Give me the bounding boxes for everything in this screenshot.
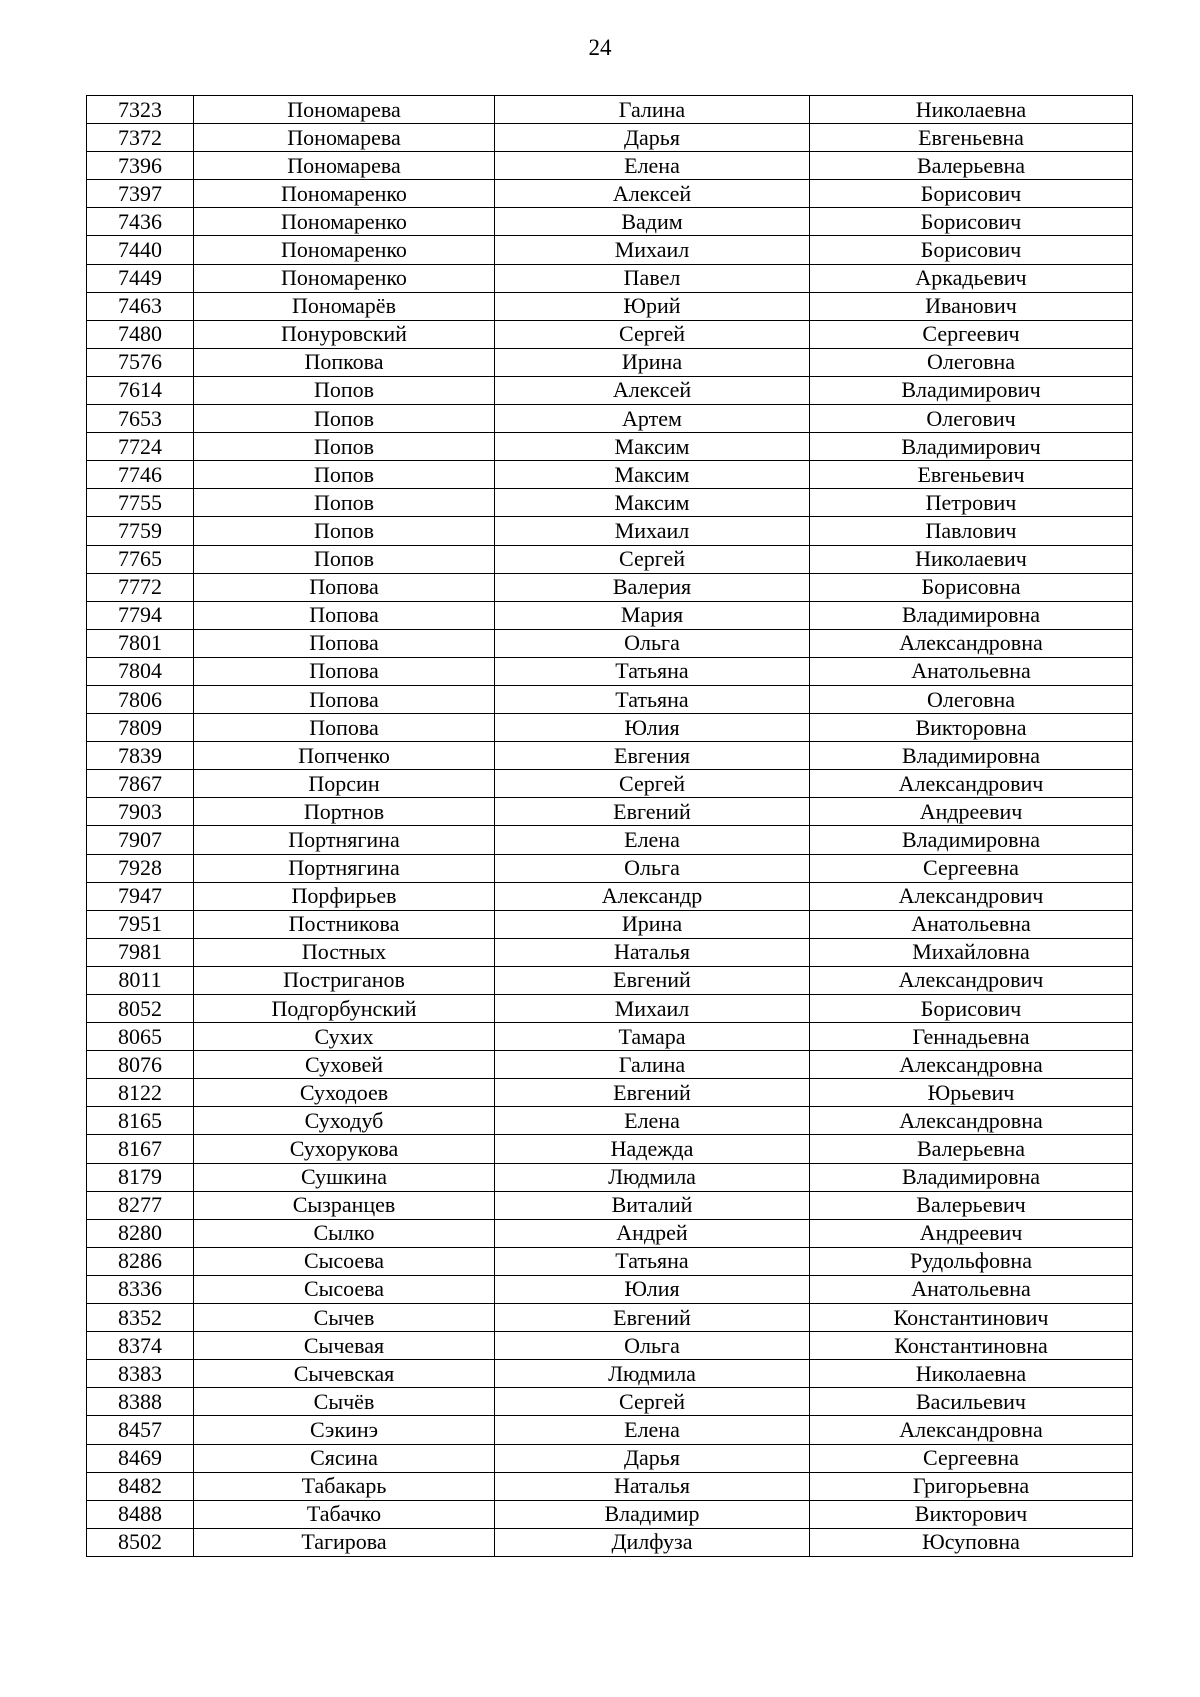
last-name-cell: Пономарева <box>194 96 495 124</box>
record-number-cell: 7947 <box>87 882 194 910</box>
table-row <box>87 405 1133 433</box>
record-number-cell: 7436 <box>87 208 194 236</box>
patronymic-cell: Александровна <box>810 1416 1133 1444</box>
last-name-cell: Портнов <box>194 798 495 826</box>
table-row <box>87 601 1133 629</box>
last-name-cell: Табакарь <box>194 1472 495 1500</box>
first-name-cell: Мария <box>495 601 810 629</box>
record-number-cell: 7440 <box>87 236 194 264</box>
table-row <box>87 714 1133 742</box>
last-name-cell: Попченко <box>194 742 495 770</box>
patronymic-cell: Геннадьевна <box>810 1023 1133 1051</box>
first-name-cell: Ирина <box>495 910 810 938</box>
table-row <box>87 1332 1133 1360</box>
patronymic-cell: Юрьевич <box>810 1079 1133 1107</box>
patronymic-cell: Валерьевна <box>810 1135 1133 1163</box>
first-name-cell: Ирина <box>495 348 810 376</box>
last-name-cell: Сылко <box>194 1219 495 1247</box>
patronymic-cell: Александрович <box>810 882 1133 910</box>
table-row <box>87 264 1133 292</box>
patronymic-cell: Сергеевич <box>810 320 1133 348</box>
record-number-cell: 8052 <box>87 995 194 1023</box>
table-row <box>87 348 1133 376</box>
last-name-cell: Пономарева <box>194 152 495 180</box>
patronymic-cell: Владимировна <box>810 1163 1133 1191</box>
patronymic-cell: Олеговна <box>810 348 1133 376</box>
record-number-cell: 7951 <box>87 910 194 938</box>
last-name-cell: Сухих <box>194 1023 495 1051</box>
patronymic-cell: Михайловна <box>810 938 1133 966</box>
patronymic-cell: Борисовна <box>810 573 1133 601</box>
first-name-cell: Сергей <box>495 1388 810 1416</box>
record-number-cell: 7576 <box>87 348 194 376</box>
patronymic-cell: Борисович <box>810 180 1133 208</box>
patronymic-cell: Владимирович <box>810 376 1133 404</box>
patronymic-cell: Юсуповна <box>810 1528 1133 1556</box>
first-name-cell: Ольга <box>495 854 810 882</box>
patronymic-cell: Валерьевич <box>810 1191 1133 1219</box>
patronymic-cell: Владимировна <box>810 742 1133 770</box>
table-row <box>87 1163 1133 1191</box>
patronymic-cell: Андреевич <box>810 1219 1133 1247</box>
last-name-cell: Сычевская <box>194 1360 495 1388</box>
first-name-cell: Людмила <box>495 1163 810 1191</box>
table-row <box>87 995 1133 1023</box>
record-number-cell: 8336 <box>87 1275 194 1303</box>
table-row <box>87 180 1133 208</box>
patronymic-cell: Петрович <box>810 489 1133 517</box>
table-row <box>87 1247 1133 1275</box>
first-name-cell: Сергей <box>495 320 810 348</box>
first-name-cell: Максим <box>495 461 810 489</box>
last-name-cell: Сухорукова <box>194 1135 495 1163</box>
table-row <box>87 826 1133 854</box>
last-name-cell: Пономаренко <box>194 264 495 292</box>
patronymic-cell: Андреевич <box>810 798 1133 826</box>
table-row <box>87 1416 1133 1444</box>
patronymic-cell: Борисович <box>810 236 1133 264</box>
table-row <box>87 1388 1133 1416</box>
patronymic-cell: Владимировна <box>810 826 1133 854</box>
record-number-cell: 7396 <box>87 152 194 180</box>
patronymic-cell: Константиновна <box>810 1332 1133 1360</box>
patronymic-cell: Аркадьевич <box>810 264 1133 292</box>
last-name-cell: Попов <box>194 433 495 461</box>
first-name-cell: Татьяна <box>495 1247 810 1275</box>
patronymic-cell: Евгеньевич <box>810 461 1133 489</box>
record-number-cell: 7809 <box>87 714 194 742</box>
record-number-cell: 8122 <box>87 1079 194 1107</box>
record-number-cell: 7397 <box>87 180 194 208</box>
record-number-cell: 7480 <box>87 320 194 348</box>
last-name-cell: Попова <box>194 629 495 657</box>
table-row <box>87 376 1133 404</box>
last-name-cell: Постриганов <box>194 966 495 994</box>
patronymic-cell: Александровна <box>810 629 1133 657</box>
record-number-cell: 7806 <box>87 685 194 713</box>
first-name-cell: Наталья <box>495 938 810 966</box>
record-number-cell: 7759 <box>87 517 194 545</box>
record-number-cell: 7724 <box>87 433 194 461</box>
record-number-cell: 7981 <box>87 938 194 966</box>
record-number-cell: 7653 <box>87 405 194 433</box>
last-name-cell: Понуровский <box>194 320 495 348</box>
record-number-cell: 7765 <box>87 545 194 573</box>
table-row <box>87 236 1133 264</box>
record-number-cell: 8286 <box>87 1247 194 1275</box>
table-row <box>87 1360 1133 1388</box>
last-name-cell: Пономарева <box>194 124 495 152</box>
table-row <box>87 1304 1133 1332</box>
last-name-cell: Сызранцев <box>194 1191 495 1219</box>
patronymic-cell: Николаевна <box>810 1360 1133 1388</box>
last-name-cell: Сэкинэ <box>194 1416 495 1444</box>
record-number-cell: 7804 <box>87 657 194 685</box>
table-row <box>87 685 1133 713</box>
patronymic-cell: Борисович <box>810 208 1133 236</box>
table-row <box>87 1051 1133 1079</box>
patronymic-cell: Владимировна <box>810 601 1133 629</box>
first-name-cell: Татьяна <box>495 685 810 713</box>
first-name-cell: Евгений <box>495 1079 810 1107</box>
record-number-cell: 8502 <box>87 1528 194 1556</box>
table-row <box>87 966 1133 994</box>
last-name-cell: Попкова <box>194 348 495 376</box>
record-number-cell: 8457 <box>87 1416 194 1444</box>
first-name-cell: Ольга <box>495 1332 810 1360</box>
table-row <box>87 96 1133 124</box>
first-name-cell: Михаил <box>495 236 810 264</box>
last-name-cell: Сушкина <box>194 1163 495 1191</box>
first-name-cell: Ольга <box>495 629 810 657</box>
last-name-cell: Сычевая <box>194 1332 495 1360</box>
table-row <box>87 1444 1133 1472</box>
patronymic-cell: Васильевич <box>810 1388 1133 1416</box>
record-number-cell: 8374 <box>87 1332 194 1360</box>
first-name-cell: Елена <box>495 1416 810 1444</box>
first-name-cell: Дарья <box>495 1444 810 1472</box>
table-row <box>87 1191 1133 1219</box>
last-name-cell: Попова <box>194 714 495 742</box>
patronymic-cell: Константинович <box>810 1304 1133 1332</box>
table-row <box>87 545 1133 573</box>
page-number: 24 <box>588 35 612 60</box>
first-name-cell: Евгений <box>495 966 810 994</box>
record-number-cell: 8011 <box>87 966 194 994</box>
table-row <box>87 770 1133 798</box>
first-name-cell: Максим <box>495 489 810 517</box>
last-name-cell: Попов <box>194 405 495 433</box>
patronymic-cell: Викторовна <box>810 714 1133 742</box>
last-name-cell: Постникова <box>194 910 495 938</box>
record-number-cell: 8065 <box>87 1023 194 1051</box>
last-name-cell: Тагирова <box>194 1528 495 1556</box>
table-row <box>87 1219 1133 1247</box>
first-name-cell: Юлия <box>495 714 810 742</box>
record-number-cell: 8482 <box>87 1472 194 1500</box>
record-number-cell: 8352 <box>87 1304 194 1332</box>
last-name-cell: Суходуб <box>194 1107 495 1135</box>
table-row <box>87 433 1133 461</box>
first-name-cell: Дилфуза <box>495 1528 810 1556</box>
last-name-cell: Попова <box>194 601 495 629</box>
last-name-cell: Порфирьев <box>194 882 495 910</box>
last-name-cell: Попова <box>194 685 495 713</box>
patronymic-cell: Владимирович <box>810 433 1133 461</box>
patronymic-cell: Александрович <box>810 966 1133 994</box>
last-name-cell: Попов <box>194 461 495 489</box>
first-name-cell: Александр <box>495 882 810 910</box>
patronymic-cell: Николаевич <box>810 545 1133 573</box>
last-name-cell: Попов <box>194 489 495 517</box>
first-name-cell: Галина <box>495 1051 810 1079</box>
patronymic-cell: Григорьевна <box>810 1472 1133 1500</box>
table-row <box>87 629 1133 657</box>
patronymic-cell: Анатольевна <box>810 910 1133 938</box>
first-name-cell: Андрей <box>495 1219 810 1247</box>
last-name-cell: Подгорбунский <box>194 995 495 1023</box>
first-name-cell: Виталий <box>495 1191 810 1219</box>
first-name-cell: Татьяна <box>495 657 810 685</box>
first-name-cell: Сергей <box>495 545 810 573</box>
first-name-cell: Валерия <box>495 573 810 601</box>
last-name-cell: Постных <box>194 938 495 966</box>
last-name-cell: Попов <box>194 517 495 545</box>
record-number-cell: 7839 <box>87 742 194 770</box>
table-row <box>87 152 1133 180</box>
first-name-cell: Тамара <box>495 1023 810 1051</box>
table-row <box>87 320 1133 348</box>
table-row <box>87 1107 1133 1135</box>
patronymic-cell: Рудольфовна <box>810 1247 1133 1275</box>
first-name-cell: Артем <box>495 405 810 433</box>
patronymic-cell: Павлович <box>810 517 1133 545</box>
first-name-cell: Михаил <box>495 517 810 545</box>
last-name-cell: Сычев <box>194 1304 495 1332</box>
first-name-cell: Галина <box>495 96 810 124</box>
table-row <box>87 124 1133 152</box>
patronymic-cell: Анатольевна <box>810 657 1133 685</box>
table-row <box>87 517 1133 545</box>
record-number-cell: 8179 <box>87 1163 194 1191</box>
last-name-cell: Порсин <box>194 770 495 798</box>
last-name-cell: Суходоев <box>194 1079 495 1107</box>
first-name-cell: Владимир <box>495 1500 810 1528</box>
patronymic-cell: Иванович <box>810 292 1133 320</box>
last-name-cell: Пономаренко <box>194 208 495 236</box>
first-name-cell: Михаил <box>495 995 810 1023</box>
record-number-cell: 8076 <box>87 1051 194 1079</box>
names-table <box>86 95 1133 1557</box>
table-row <box>87 938 1133 966</box>
table-row <box>87 1135 1133 1163</box>
first-name-cell: Алексей <box>495 376 810 404</box>
patronymic-cell: Сергеевна <box>810 1444 1133 1472</box>
first-name-cell: Евгения <box>495 742 810 770</box>
table-row <box>87 798 1133 826</box>
record-number-cell: 7372 <box>87 124 194 152</box>
last-name-cell: Портнягина <box>194 826 495 854</box>
first-name-cell: Елена <box>495 826 810 854</box>
record-number-cell: 8388 <box>87 1388 194 1416</box>
record-number-cell: 8277 <box>87 1191 194 1219</box>
last-name-cell: Пономаренко <box>194 236 495 264</box>
first-name-cell: Юрий <box>495 292 810 320</box>
first-name-cell: Павел <box>495 264 810 292</box>
last-name-cell: Попов <box>194 376 495 404</box>
record-number-cell: 8167 <box>87 1135 194 1163</box>
patronymic-cell: Николаевна <box>810 96 1133 124</box>
last-name-cell: Сычёв <box>194 1388 495 1416</box>
patronymic-cell: Евгеньевна <box>810 124 1133 152</box>
last-name-cell: Попова <box>194 657 495 685</box>
last-name-cell: Табачко <box>194 1500 495 1528</box>
record-number-cell: 8165 <box>87 1107 194 1135</box>
record-number-cell: 8383 <box>87 1360 194 1388</box>
last-name-cell: Сясина <box>194 1444 495 1472</box>
last-name-cell: Попов <box>194 545 495 573</box>
table-row <box>87 1079 1133 1107</box>
record-number-cell: 7794 <box>87 601 194 629</box>
table-row <box>87 910 1133 938</box>
table-row <box>87 882 1133 910</box>
table-row <box>87 292 1133 320</box>
first-name-cell: Евгений <box>495 798 810 826</box>
record-number-cell: 7928 <box>87 854 194 882</box>
patronymic-cell: Валерьевна <box>810 152 1133 180</box>
first-name-cell: Елена <box>495 1107 810 1135</box>
first-name-cell: Надежда <box>495 1135 810 1163</box>
first-name-cell: Максим <box>495 433 810 461</box>
last-name-cell: Пономарёв <box>194 292 495 320</box>
record-number-cell: 7323 <box>87 96 194 124</box>
first-name-cell: Сергей <box>495 770 810 798</box>
first-name-cell: Евгений <box>495 1304 810 1332</box>
record-number-cell: 7746 <box>87 461 194 489</box>
last-name-cell: Пономаренко <box>194 180 495 208</box>
first-name-cell: Людмила <box>495 1360 810 1388</box>
patronymic-cell: Олеговна <box>810 685 1133 713</box>
table-row <box>87 1472 1133 1500</box>
record-number-cell: 8488 <box>87 1500 194 1528</box>
last-name-cell: Сысоева <box>194 1275 495 1303</box>
patronymic-cell: Александровна <box>810 1107 1133 1135</box>
last-name-cell: Портнягина <box>194 854 495 882</box>
record-number-cell: 7907 <box>87 826 194 854</box>
table-row <box>87 1500 1133 1528</box>
table-row <box>87 208 1133 236</box>
record-number-cell: 7463 <box>87 292 194 320</box>
table-row <box>87 461 1133 489</box>
table-row <box>87 573 1133 601</box>
record-number-cell: 8469 <box>87 1444 194 1472</box>
patronymic-cell: Викторович <box>810 1500 1133 1528</box>
first-name-cell: Дарья <box>495 124 810 152</box>
patronymic-cell: Сергеевна <box>810 854 1133 882</box>
record-number-cell: 7755 <box>87 489 194 517</box>
names-table-body <box>87 96 1133 1557</box>
record-number-cell: 8280 <box>87 1219 194 1247</box>
record-number-cell: 7614 <box>87 376 194 404</box>
last-name-cell: Суховей <box>194 1051 495 1079</box>
table-row <box>87 1023 1133 1051</box>
table-row <box>87 854 1133 882</box>
patronymic-cell: Борисович <box>810 995 1133 1023</box>
first-name-cell: Вадим <box>495 208 810 236</box>
table-row <box>87 742 1133 770</box>
last-name-cell: Сысоева <box>194 1247 495 1275</box>
record-number-cell: 7867 <box>87 770 194 798</box>
table-row <box>87 1275 1133 1303</box>
first-name-cell: Алексей <box>495 180 810 208</box>
table-row <box>87 489 1133 517</box>
table-row <box>87 1528 1133 1556</box>
first-name-cell: Елена <box>495 152 810 180</box>
table-row <box>87 657 1133 685</box>
first-name-cell: Юлия <box>495 1275 810 1303</box>
patronymic-cell: Александровна <box>810 1051 1133 1079</box>
first-name-cell: Наталья <box>495 1472 810 1500</box>
record-number-cell: 7903 <box>87 798 194 826</box>
patronymic-cell: Анатольевна <box>810 1275 1133 1303</box>
record-number-cell: 7801 <box>87 629 194 657</box>
record-number-cell: 7772 <box>87 573 194 601</box>
patronymic-cell: Александрович <box>810 770 1133 798</box>
last-name-cell: Попова <box>194 573 495 601</box>
record-number-cell: 7449 <box>87 264 194 292</box>
patronymic-cell: Олегович <box>810 405 1133 433</box>
